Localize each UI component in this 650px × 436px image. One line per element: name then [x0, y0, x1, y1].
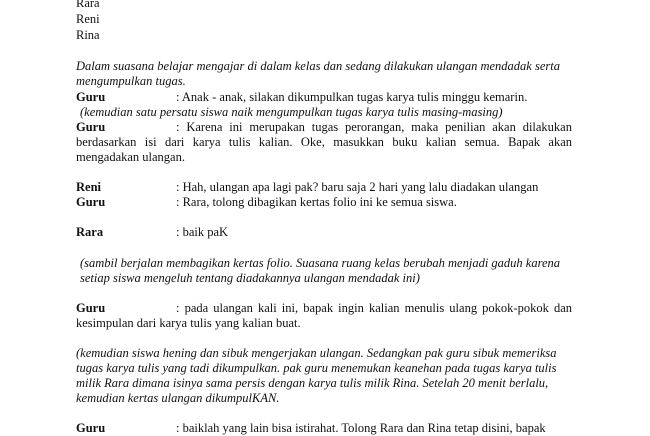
narration-line-1: Dalam suasana belajar mengajar di dalam kelas dan sedang dilakukan ulangan mendadak serta: [76, 59, 560, 73]
stage-direction-2-line-1: (sambil berjalan membagikan kertas folio. Suasana ruang kelas berubah menjadi gaduh karena: [80, 256, 561, 270]
speaker-guru-4: Guru: [76, 301, 106, 315]
stage-direction-3-line-2: tugas karya tulis yang tadi dikumpulkan. pak guru menemukan keanehan pada tugas karya tulis: [76, 361, 557, 375]
dialog-guru-2-line-2: berdasarkan isi dari karya tulis kalian. Oke, masukkan buku kalian semua. Bapak akan: [76, 135, 572, 149]
speaker-guru-2: Guru: [76, 120, 106, 134]
speaker-guru-3: Guru: [76, 195, 106, 209]
name-rara: Rara: [76, 0, 100, 10]
dialog-guru-2-line-3: mengadakan ulangan.: [76, 150, 185, 164]
dialog-guru-4-line-1: : pada ulangan kali ini, bapak ingin kalian menulis ulang pokok-pokok dan: [176, 301, 572, 315]
dialog-guru-3: : Rara, tolong dibagikan kertas folio ini ke semua siswa.: [176, 195, 457, 209]
stage-direction-3-line-3: milik Rara dimana isinya sama persis dengan karya tulis milik Rina. Setelah 20 menit berlalu,: [76, 376, 549, 390]
dialog-guru-4-line-2: kesimpulan dari karya tulis yang kalian buat.: [76, 316, 301, 330]
dialog-guru-2-line-1: : Karena ini merupakan tugas perorangan, maka penilian akan dilakukan: [176, 120, 572, 134]
speaker-rara: Rara: [76, 225, 104, 239]
stage-direction-1: (kemudian satu persatu siswa naik mengumpulkan tugas karya tulis masing-masing): [80, 105, 503, 119]
dialog-rara: : baik paK: [176, 225, 229, 239]
narration-line-2: mengumpulkan tugas.: [76, 74, 186, 88]
speaker-reni: Reni: [76, 180, 101, 194]
dialog-reni: : Hah, ulangan apa lagi pak? baru saja 2 hari yang lalu diadakan ulangan: [176, 180, 539, 194]
speaker-guru-5: Guru: [76, 421, 106, 435]
dialog-guru-5: : baiklah yang lain bisa istirahat. Tolong Rara dan Rina tetap disini, bapak: [176, 421, 546, 435]
stage-direction-3-line-4: kemudian kertas ulangan dikumpulKAN.: [76, 391, 280, 405]
stage-direction-2-line-2: setiap siswa mengeluh tentang diadakannya ulangan mendadak ini): [80, 271, 420, 285]
name-reni: Reni: [76, 12, 100, 26]
name-rina: Rina: [76, 28, 100, 42]
speaker-guru-1: Guru: [76, 90, 106, 104]
dialog-guru-1: : Anak - anak, silakan dikumpulkan tugas karya tulis minggu kemarin.: [176, 90, 528, 104]
stage-direction-3-line-1: (kemudian siswa hening dan sibuk mengerjakan ulangan. Sedangkan pak guru sibuk memeriksa: [76, 346, 557, 360]
